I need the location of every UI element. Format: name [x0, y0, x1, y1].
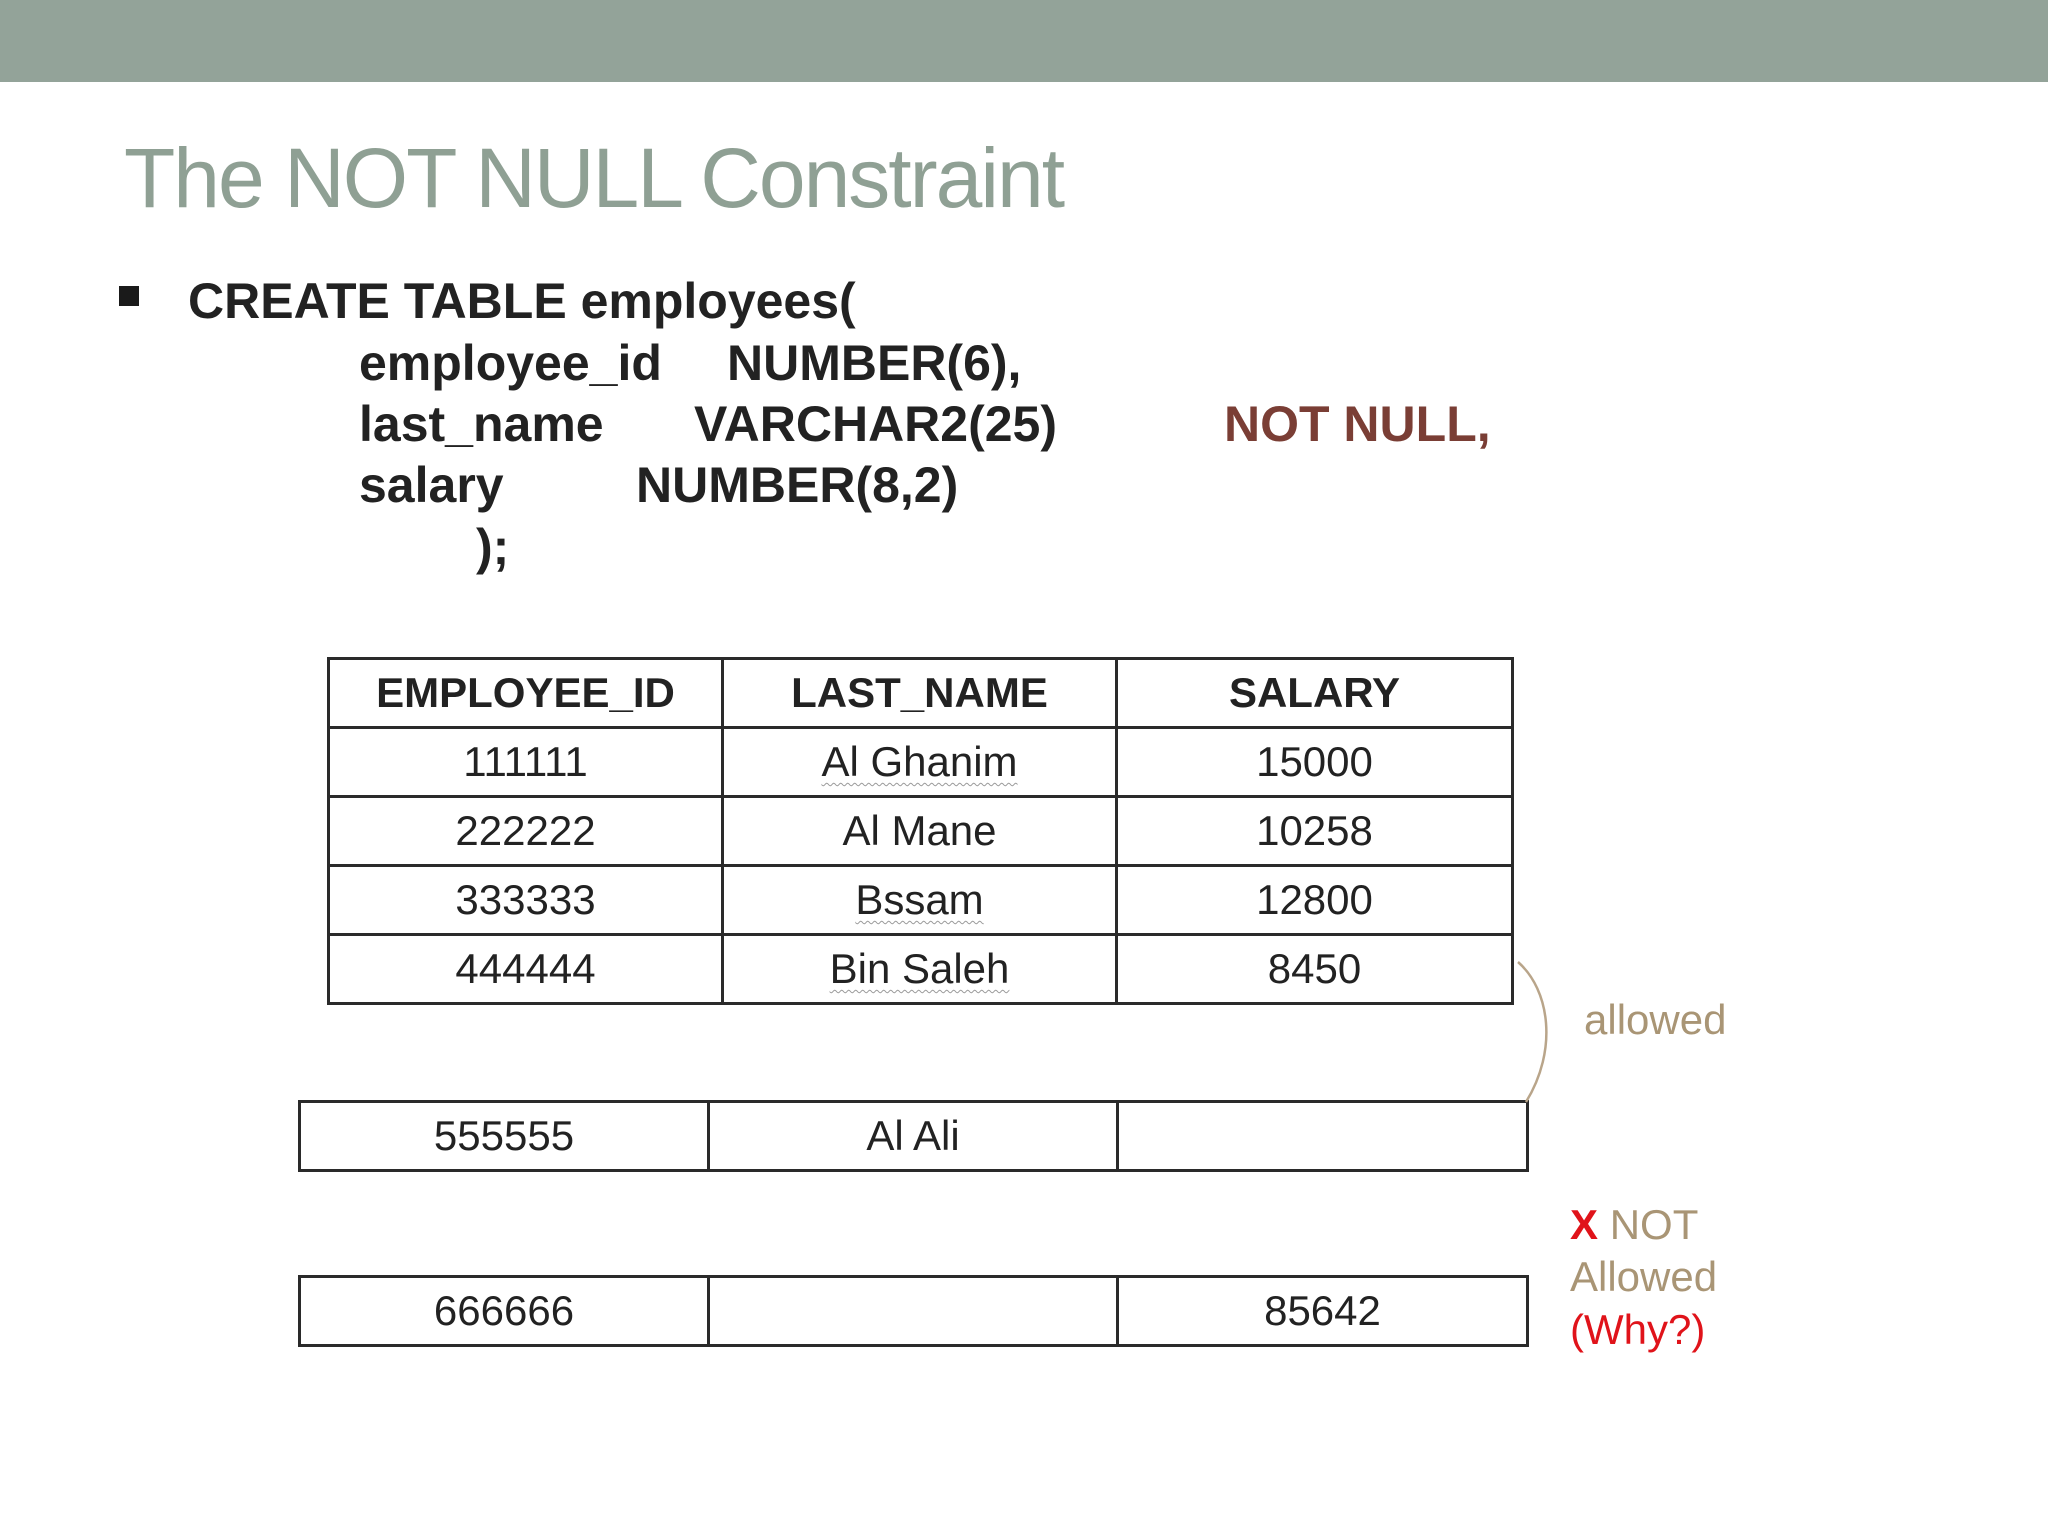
code-col1-name: employee_id — [359, 335, 662, 391]
cell-last-name — [723, 728, 1117, 797]
cell-salary: 15000 — [1117, 728, 1513, 797]
cell-employee-id: 444444 — [329, 935, 723, 1004]
last-name-text: Bin Saleh — [829, 945, 1010, 992]
code-col2-name: last_name — [359, 396, 604, 452]
insert-row-allowed — [298, 1100, 1529, 1172]
cell-salary-empty — [1118, 1102, 1528, 1171]
cell-salary: 8450 — [1117, 935, 1513, 1004]
brace-curve — [1518, 962, 1546, 1102]
table-row — [329, 797, 1513, 866]
code-col3-type: NUMBER(8,2) — [636, 457, 959, 513]
allowed-label: allowed — [1584, 996, 1727, 1043]
cell-last-name: Al Ali — [709, 1102, 1118, 1171]
table-row — [300, 1277, 1528, 1346]
header-employee-id: EMPLOYEE_ID — [329, 659, 723, 728]
cell-salary: 10258 — [1117, 797, 1513, 866]
why-question: (Why?) — [1570, 1306, 1706, 1353]
table-row — [300, 1102, 1528, 1171]
cell-employee-id: 333333 — [329, 866, 723, 935]
table-header-row — [329, 659, 1513, 728]
cell-last-name — [723, 866, 1117, 935]
code-create-table: CREATE TABLE employees( — [188, 273, 856, 329]
not-allowed-line2: Allowed — [1570, 1253, 1718, 1300]
cell-last-name — [723, 935, 1117, 1004]
cell-employee-id: 222222 — [329, 797, 723, 866]
not-allowed-line1 — [1570, 1201, 1699, 1248]
cell-last-name: Al Mane — [723, 797, 1117, 866]
code-col2-type: VARCHAR2(25) — [694, 396, 1058, 452]
table-row — [329, 866, 1513, 935]
not-label: NOT — [1609, 1201, 1699, 1248]
cell-salary: 85642 — [1118, 1277, 1528, 1346]
code-col3-name: salary — [359, 457, 504, 513]
header-salary: SALARY — [1117, 659, 1513, 728]
brace-connector-icon — [1500, 950, 1560, 1110]
last-name-text: Al Ghanim — [821, 738, 1018, 785]
top-bar — [0, 0, 2048, 82]
cell-employee-id: 111111 — [329, 728, 723, 797]
insert-row-not-allowed — [298, 1275, 1529, 1347]
employees-table — [327, 657, 1514, 1005]
cell-last-name-empty — [709, 1277, 1118, 1346]
table-row — [329, 935, 1513, 1004]
code-col1-type: NUMBER(6), — [727, 335, 1022, 391]
last-name-text: Bssam — [855, 876, 984, 923]
header-last-name: LAST_NAME — [723, 659, 1117, 728]
code-not-null-constraint: NOT NULL, — [1224, 396, 1491, 452]
cell-salary: 12800 — [1117, 866, 1513, 935]
bullet-square-icon — [119, 286, 139, 306]
table-row — [329, 728, 1513, 797]
code-close-paren: ); — [476, 519, 510, 575]
slide-title: The NOT NULL Constraint — [124, 131, 1064, 225]
x-mark-icon: X — [1570, 1201, 1599, 1248]
cell-employee-id: 555555 — [300, 1102, 709, 1171]
cell-employee-id: 666666 — [300, 1277, 709, 1346]
